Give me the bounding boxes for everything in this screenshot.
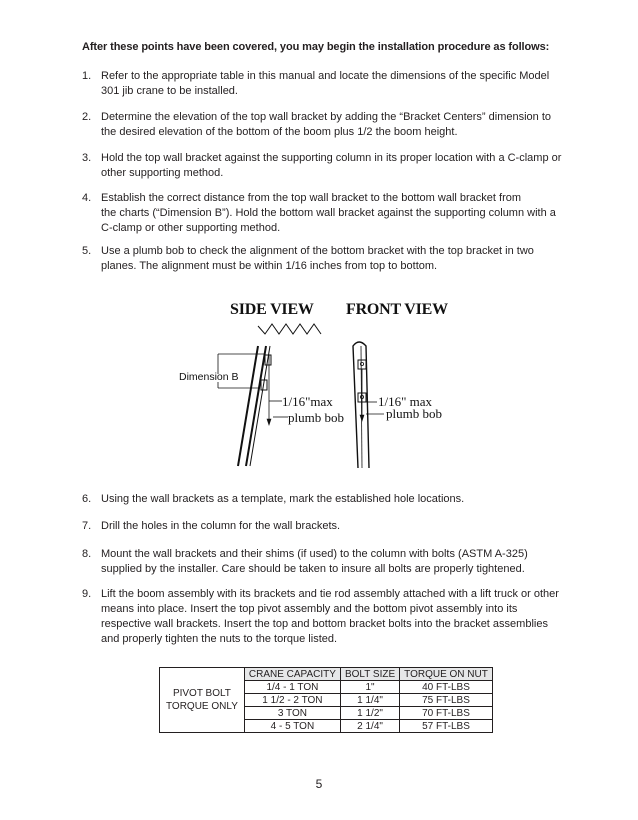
pivot-bolt-label-line: PIVOT BOLT bbox=[172, 688, 231, 699]
table-cell: 1 1/2 - 2 TON bbox=[244, 694, 340, 707]
step-number: 5. bbox=[82, 245, 92, 257]
alignment-diagram bbox=[170, 298, 490, 473]
step-item bbox=[82, 69, 582, 99]
step-number: 1. bbox=[82, 70, 92, 82]
torque-table bbox=[159, 667, 493, 733]
table-cell: 1 1/2" bbox=[340, 707, 399, 720]
table-header-row bbox=[160, 668, 493, 681]
step-item bbox=[82, 151, 582, 181]
front-max-label: 1/16" max bbox=[378, 394, 433, 409]
pivot-bolt-label bbox=[160, 668, 245, 733]
table-cell: 75 FT-LBS bbox=[400, 694, 493, 707]
page-number: 5 bbox=[315, 777, 323, 791]
step-number: 7. bbox=[82, 520, 92, 532]
table-cell: 4 - 5 TON bbox=[244, 720, 340, 733]
step-text-line: C-clamp or other supporting method. bbox=[101, 222, 281, 234]
step-text-line: Refer to the appropriate table in this manual and locate the dimensions of the specific Model bbox=[101, 70, 550, 82]
step-text-line: Use a plumb bob to check the alignment of the bottom bracket with the top bracket in two bbox=[101, 245, 534, 257]
step-item bbox=[82, 587, 582, 647]
table-cell: 2 1/4" bbox=[340, 720, 399, 733]
step-text-line: Using the wall brackets as a template, mark the established hole locations. bbox=[101, 493, 465, 505]
step-text-line: planes. The alignment must be within 1/16 inches from top to bottom. bbox=[101, 260, 438, 272]
step-number: 8. bbox=[82, 548, 92, 560]
side-max-label: 1/16"max bbox=[282, 394, 333, 409]
table-cell: 70 FT-LBS bbox=[400, 707, 493, 720]
step-number: 2. bbox=[82, 111, 92, 123]
step-number: 4. bbox=[82, 192, 92, 204]
step-text-line: and properly tighten the nuts to the torque listed. bbox=[101, 633, 338, 645]
step-text-line: other supporting method. bbox=[101, 167, 224, 179]
step-number: 3. bbox=[82, 152, 92, 164]
dimension-b-label: Dimension B bbox=[179, 371, 239, 383]
column-header: BOLT SIZE bbox=[340, 668, 399, 681]
step-text-line: respective wall brackets. Insert the top and bottom bracket bolts into the bracket assemblies bbox=[101, 618, 548, 630]
step-text-line: Determine the elevation of the top wall bracket by adding the “Bracket Centers” dimension to bbox=[101, 111, 552, 123]
step-text-line: Drill the holes in the column for the wall brackets. bbox=[101, 520, 341, 532]
pivot-bolt-label-line: TORQUE ONLY bbox=[166, 701, 238, 712]
front-plumb-bob-label: plumb bob bbox=[386, 406, 442, 421]
step-text-line: Hold the top wall bracket against the supporting column in its proper location with a C-clamp or bbox=[101, 152, 562, 164]
step-text-line: Lift the boom assembly with its brackets and tie rod assembly attached with a lift truck or other bbox=[101, 588, 559, 600]
step-item bbox=[82, 191, 582, 236]
step-item bbox=[82, 492, 582, 507]
step-text-line: Establish the correct distance from the top wall bracket to the bottom wall bracket from bbox=[101, 192, 522, 204]
step-text-line: 301 jib crane to be installed. bbox=[101, 85, 238, 97]
step-number: 6. bbox=[82, 493, 92, 505]
column-header: CRANE CAPACITY bbox=[244, 668, 340, 681]
step-item bbox=[82, 110, 582, 140]
front-view-title: FRONT VIEW bbox=[346, 301, 448, 318]
table-cell: 1" bbox=[340, 681, 399, 694]
step-text-line: Mount the wall brackets and their shims (if used) to the column with bolts (ASTM A-325) bbox=[101, 548, 528, 560]
table-cell: 1 1/4" bbox=[340, 694, 399, 707]
intro-heading: After these points have been covered, you may begin the installation procedure as follows: bbox=[82, 41, 550, 53]
step-number: 9. bbox=[82, 588, 92, 600]
step-item bbox=[82, 244, 582, 274]
step-text-line: supplied by the installer. Care should be taken to insure all bolts are properly tightened. bbox=[101, 563, 525, 575]
table-cell: 1/4 - 1 TON bbox=[244, 681, 340, 694]
step-item bbox=[82, 519, 582, 534]
column-header: TORQUE ON NUT bbox=[400, 668, 493, 681]
step-text-line: the desired elevation of the bottom of the boom plus 1/2 the boom height. bbox=[101, 126, 458, 138]
plumb-alignment-figure bbox=[170, 298, 490, 473]
step-text-line: means into place. Insert the top pivot assembly and the bottom pivot assembly into its bbox=[101, 603, 518, 615]
side-plumb-bob-label: plumb bob bbox=[288, 410, 344, 425]
step-text-line: the charts (“Dimension B”). Hold the bottom wall bracket against the supporting column with a bbox=[101, 207, 556, 219]
table-cell: 3 TON bbox=[244, 707, 340, 720]
step-item bbox=[82, 547, 582, 577]
table-cell: 40 FT-LBS bbox=[400, 681, 493, 694]
table-cell: 57 FT-LBS bbox=[400, 720, 493, 733]
side-view-title: SIDE VIEW bbox=[230, 301, 314, 318]
